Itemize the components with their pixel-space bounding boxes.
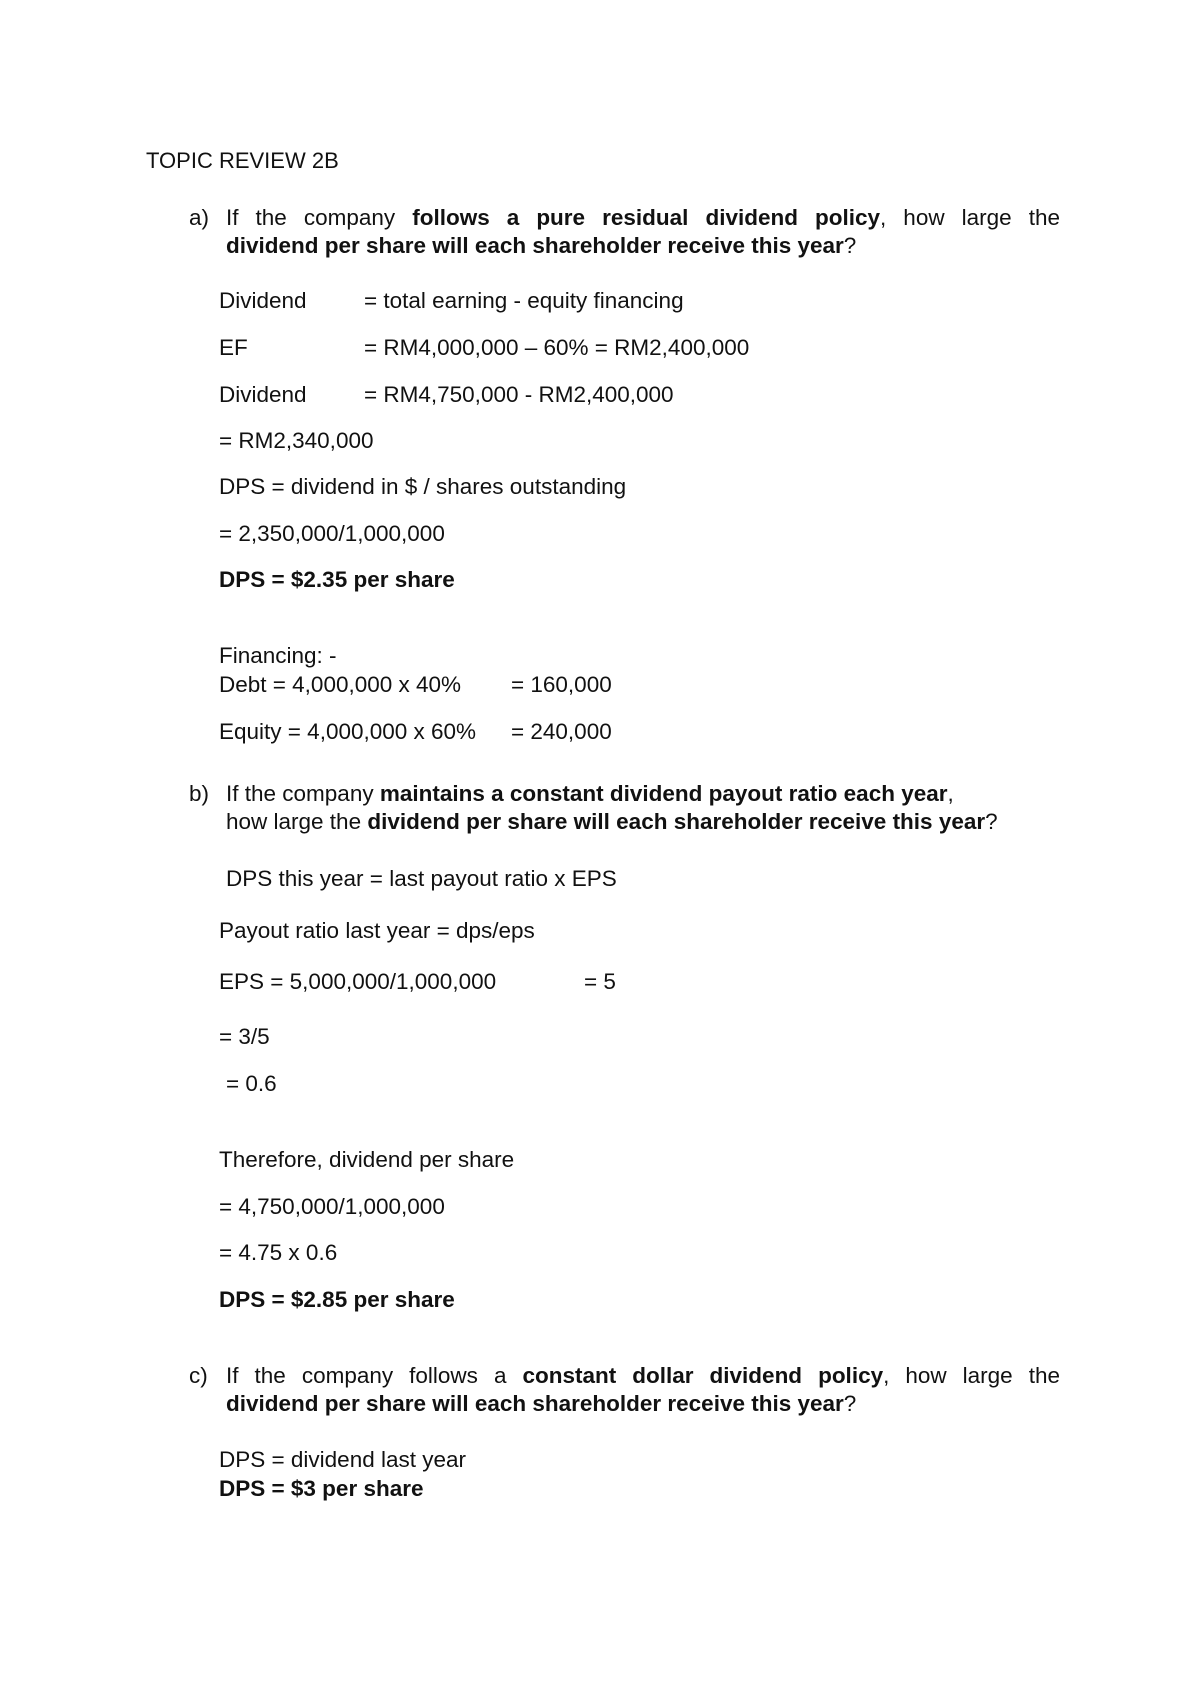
qa-calc-dividend-label: Dividend	[219, 288, 307, 313]
qa-calc-dps-answer: DPS = $2.35 per share	[219, 567, 455, 592]
qb-calc-eps-value: = 5	[584, 969, 616, 994]
question-a-text: If the company follows a pure residual dividend policy, how large the dividend per share will each shareholder receive this year?	[226, 205, 1060, 258]
qb-calc-eps-expr: EPS = 5,000,000/1,000,000	[219, 969, 497, 994]
qa-financing-heading: Financing: -	[219, 643, 337, 668]
qc-calc-dps-answer: DPS = $3 per share	[219, 1476, 424, 1501]
qb-calc-ratio-fraction: = 3/5	[219, 1024, 270, 1049]
qb-calc-ratio-value: = 0.6	[226, 1071, 277, 1096]
qb-calc-earnings-per-share: = 4,750,000/1,000,000	[219, 1194, 445, 1219]
qa-calc-dividend-result: = RM2,340,000	[219, 428, 374, 453]
qb-calc-therefore: Therefore, dividend per share	[219, 1147, 515, 1172]
qb-calc-payout-ratio: Payout ratio last year = dps/eps	[219, 918, 535, 943]
qa-financing-equity-value: = 240,000	[511, 719, 612, 744]
qc-calc-dps-formula: DPS = dividend last year	[219, 1447, 467, 1472]
qb-calc-multiplication: = 4.75 x 0.6	[219, 1240, 338, 1265]
qa-calc-dividend2-label: Dividend	[219, 382, 307, 407]
qb-calc-dps-formula: DPS this year = last payout ratio x EPS	[226, 866, 617, 891]
qb-calc-dps-answer: DPS = $2.85 per share	[219, 1287, 455, 1312]
qa-calc-dps-formula: DPS = dividend in $ / shares outstanding	[219, 474, 627, 499]
qa-financing-debt-value: = 160,000	[511, 672, 612, 697]
question-a-label: a)	[189, 205, 210, 230]
qa-calc-dividend2-value: = RM4,750,000 - RM2,400,000	[364, 382, 674, 407]
question-b-text: If the company maintains a constant dividend payout ratio each year, how large the dividend per share will each shareholder receive this year?	[226, 781, 998, 834]
qa-financing-equity-expr: Equity = 4,000,000 x 60%	[219, 719, 477, 744]
question-b-label: b)	[189, 781, 210, 806]
qa-calc-ef-value: = RM4,000,000 – 60% = RM2,400,000	[364, 335, 750, 360]
qa-calc-ef-label: EF	[219, 335, 248, 360]
page-title: TOPIC REVIEW 2B	[146, 148, 339, 173]
qa-financing-debt-expr: Debt = 4,000,000 x 40%	[219, 672, 462, 697]
question-c-text: If the company follows a constant dollar dividend policy, how large the dividend per share will each shareholder receive this year?	[226, 1363, 1060, 1416]
qa-calc-dps-substitution: = 2,350,000/1,000,000	[219, 521, 445, 546]
qa-calc-dividend-formula: = total earning - equity financing	[364, 288, 684, 313]
question-c-label: c)	[189, 1363, 208, 1388]
